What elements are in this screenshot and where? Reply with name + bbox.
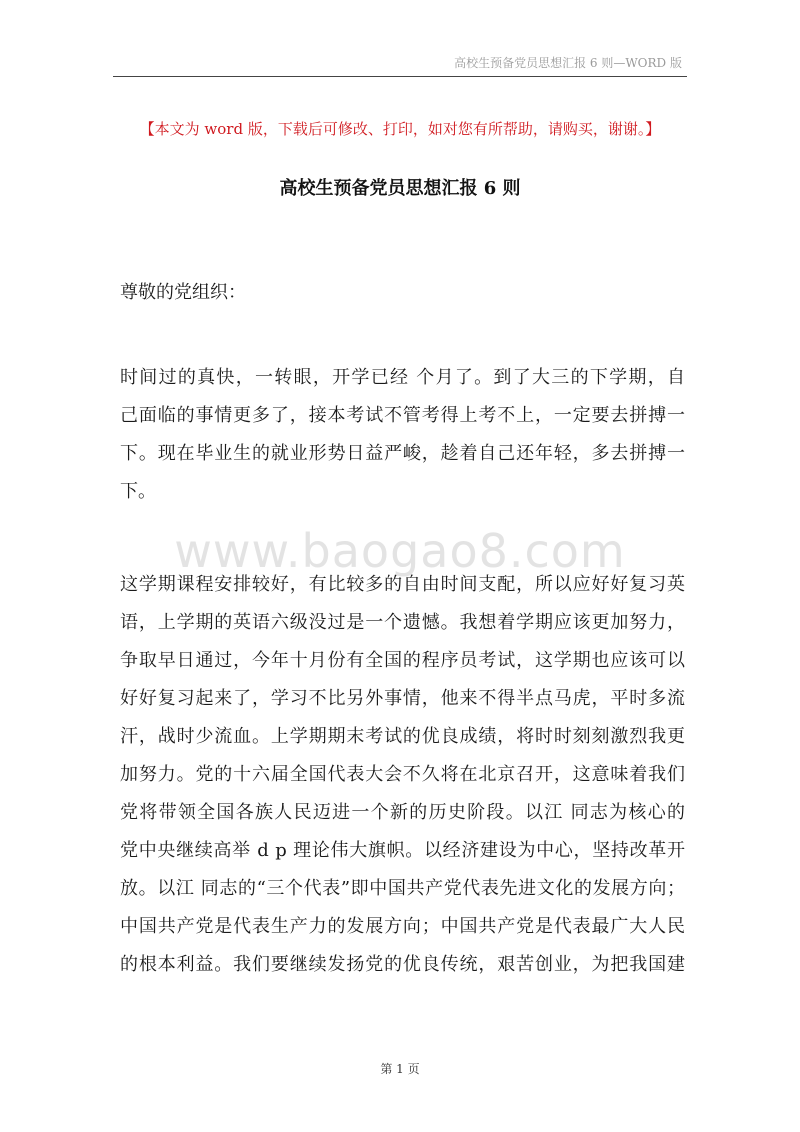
text-line: 中国共产党是代表生产力的发展方向；中国共产党是代表最广大人民 <box>120 916 685 937</box>
text-line: 时间过的真快，一转眼，开学已经 个月了。到了大三的下学期，自 <box>120 367 685 388</box>
text-line: 争取早日通过，今年十月份有全国的程序员考试，这学期也应该可以 <box>120 650 685 671</box>
text-line: 己面临的事情更多了，接本考试不管考得上考不上，一定要去拼搏一 <box>120 405 685 426</box>
running-header: 高校生预备党员思想汇报 6 则—WORD 版 <box>454 56 682 70</box>
text-line: 加努力。党的十六届全国代表大会不久将在北京召开，这意味着我们 <box>120 764 685 785</box>
text-line: 党中央继续高举 d p 理论伟大旗帜。以经济建设为中心，坚持改革开 <box>120 840 685 861</box>
text-line: 语，上学期的英语六级没过是一个遗憾。我想着学期应该更加努力， <box>120 612 685 633</box>
text-line: 这学期课程安排较好，有比较多的自由时间支配，所以应好好复习英 <box>120 574 685 595</box>
text-line: 好好复习起来了，学习不比另外事情，他来不得半点马虎，平时多流 <box>120 688 685 709</box>
document-title: 高校生预备党员思想汇报 6 则 <box>279 178 521 199</box>
text-line: 放。以江 同志的“三个代表”即中国共产党代表先进文化的发展方向； <box>120 878 685 899</box>
text-line: 汗，战时少流血。上学期期末考试的优良成绩，将时时刻刻激烈我更 <box>120 726 685 747</box>
text-line: 下。 <box>120 481 156 502</box>
paragraph-2 <box>120 566 685 984</box>
text-line: 下。现在毕业生的就业形势日益严峻，趁着自己还年轻，多去拼搏一 <box>120 443 685 464</box>
watermark: www.baogao8.com <box>174 524 626 578</box>
text-line: 的根本利益。我们要继续发扬党的优良传统，艰苦创业，为把我国建 <box>120 954 685 975</box>
page-number: 第 1 页 <box>380 1062 420 1076</box>
salutation: 尊敬的党组织： <box>120 282 246 303</box>
download-notice: 【本文为 word 版，下载后可修改、打印，如对您有所帮助，请购买，谢谢。】 <box>139 120 661 138</box>
header-divider <box>113 76 687 77</box>
text-line: 党将带领全国各族人民迈进一个新的历史阶段。以江 同志为核心的 <box>120 802 685 823</box>
paragraph-1 <box>120 359 685 511</box>
